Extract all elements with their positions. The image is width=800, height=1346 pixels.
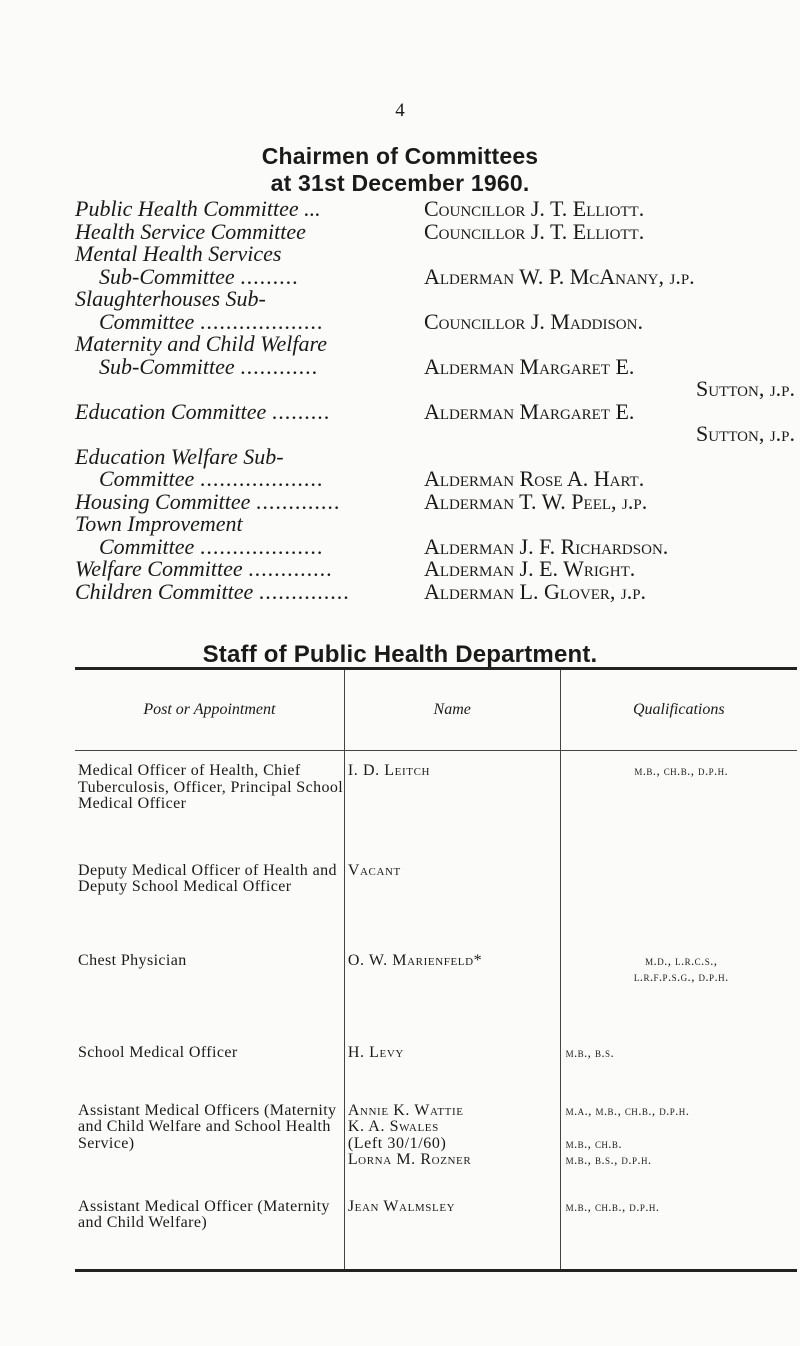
committee-row <box>75 198 795 221</box>
post-cell: Assistant Medical Officers (Maternity and Child Welfare and School Health Service) <box>78 1101 337 1152</box>
committee-name: Welfare Committee ............. <box>75 556 333 581</box>
committee-name: Children Committee .............. <box>75 578 350 604</box>
committee-row <box>75 263 795 289</box>
committee-row <box>75 578 795 604</box>
committee-row <box>75 353 795 379</box>
committee-row <box>75 333 795 356</box>
table-row <box>75 863 797 953</box>
table-header-row <box>75 669 797 751</box>
committee-chairman: Alderman T. W. Peel, j.p. <box>424 488 648 514</box>
committee-name: Maternity and Child Welfare <box>75 331 327 356</box>
leader-dots: ................... <box>199 308 324 334</box>
committee-row <box>75 533 795 559</box>
committee-row <box>75 558 795 581</box>
committee-chairman: Alderman Rose A. Hart. <box>424 466 645 491</box>
committee-chairman: Councillor J. T. Elliott. <box>424 218 645 244</box>
leader-dots: ......... <box>271 398 331 424</box>
leader-dots: ................... <box>199 466 324 491</box>
committee-row <box>75 443 795 469</box>
post-cell: Chest Physician <box>78 951 187 969</box>
post-cell: Assistant Medical Officer (Maternity and Child Welfare) <box>78 1197 330 1231</box>
committee-name: Sub-Committee ............ <box>99 353 319 379</box>
leader-dots: ............ <box>240 353 319 379</box>
committee-name: Town Improvement <box>75 511 243 536</box>
committee-chairman: Alderman L. Glover, j.p. <box>424 578 647 604</box>
column-header-post: Post or Appointment <box>75 669 344 751</box>
committee-chairman: Alderman Margaret E. <box>424 398 635 424</box>
page-number: 4 <box>395 100 405 121</box>
committees-list <box>75 198 795 603</box>
committee-name: Committee ................... <box>99 308 324 334</box>
committee-chairman: Sutton, j.p. <box>696 421 795 446</box>
committee-name: Sub-Committee ......... <box>99 263 299 289</box>
committee-chairman: Alderman W. P. McAnany, j.p. <box>424 263 695 289</box>
committee-row <box>75 288 795 311</box>
committee-row <box>75 423 795 446</box>
column-header-qualifications: Qualifications <box>560 669 797 751</box>
committee-row <box>75 513 795 536</box>
post-cell: School Medical Officer <box>78 1043 238 1061</box>
leader-dots: ............. <box>255 488 341 514</box>
post-cell: Medical Officer of Health, Chief Tuberculosis, Officer, Principal School Medical Officer <box>78 762 344 812</box>
committee-name: Education Committee ......... <box>75 398 331 424</box>
leader-dots: ................... <box>199 533 324 559</box>
post-cell: Deputy Medical Officer of Health and Deputy School Medical Officer <box>78 861 337 895</box>
committee-chairman: Alderman Margaret E. <box>424 353 635 379</box>
committee-name: Committee ................... <box>99 533 324 559</box>
qualifications-cell: m.d., l.r.c.s., l.r.f.p.s.g., d.p.h. <box>633 952 729 984</box>
chairmen-date-heading: at 31st December 1960. <box>270 170 530 196</box>
name-cell: H. Levy <box>347 1043 404 1061</box>
table-row <box>75 1045 797 1103</box>
qualifications-cell: m.b., b.s. <box>565 1044 615 1060</box>
committee-row <box>75 378 795 401</box>
committee-name: Slaughterhouses Sub- <box>75 286 266 311</box>
committee-chairman: Councillor J. Maddison. <box>424 308 643 334</box>
staff-table <box>75 667 797 1272</box>
committee-chairman: Sutton, j.p. <box>696 376 795 401</box>
name-cell: Vacant <box>347 861 401 879</box>
table-row <box>75 1103 797 1199</box>
committee-name: Committee ................... <box>99 466 324 491</box>
name-cell: Annie K. Wattie K. A. Swales (Left 30/1/60) Lorna M. Rozner <box>347 1101 472 1168</box>
table-row <box>75 953 797 1045</box>
committee-row <box>75 398 795 424</box>
name-cell: I. D. Leitch <box>347 762 431 779</box>
committee-chairman: Alderman J. E. Wright. <box>424 556 636 581</box>
committee-name: Health Service Committee <box>75 218 306 244</box>
committee-name: Public Health Committee ... <box>75 196 321 221</box>
leader-dots: ............. <box>248 556 333 581</box>
column-header-name: Name <box>344 669 560 751</box>
committee-chairman: Councillor J. T. Elliott. <box>424 196 645 221</box>
committee-row <box>75 488 795 514</box>
committee-name: Education Welfare Sub- <box>75 443 284 469</box>
qualifications-cell: m.b., ch.b., d.p.h. <box>565 1198 660 1214</box>
committee-chairman: Alderman J. F. Richardson. <box>424 533 669 559</box>
chairmen-heading: Chairmen of Committees <box>261 143 539 169</box>
committee-name: Mental Health Services <box>75 241 282 266</box>
table-row <box>75 751 797 863</box>
qualifications-cell: m.a., m.b., ch.b., d.p.h. m.b., ch.b. m.b., b.s., d.p.h. <box>565 1102 690 1167</box>
leader-dots: ......... <box>240 263 299 289</box>
leader-dots: .............. <box>258 578 350 604</box>
name-cell: O. W. Marienfeld* <box>347 951 483 969</box>
table-row <box>75 1199 797 1271</box>
committee-row <box>75 468 795 491</box>
qualifications-cell: m.b., ch.b., d.p.h. <box>634 763 729 778</box>
committee-row <box>75 308 795 334</box>
committee-row <box>75 218 795 244</box>
name-cell: Jean Walmsley <box>347 1197 456 1215</box>
staff-heading: Staff of Public Health Department. <box>202 641 598 668</box>
committee-name: Housing Committee ............. <box>75 488 341 514</box>
committee-row <box>75 243 795 266</box>
